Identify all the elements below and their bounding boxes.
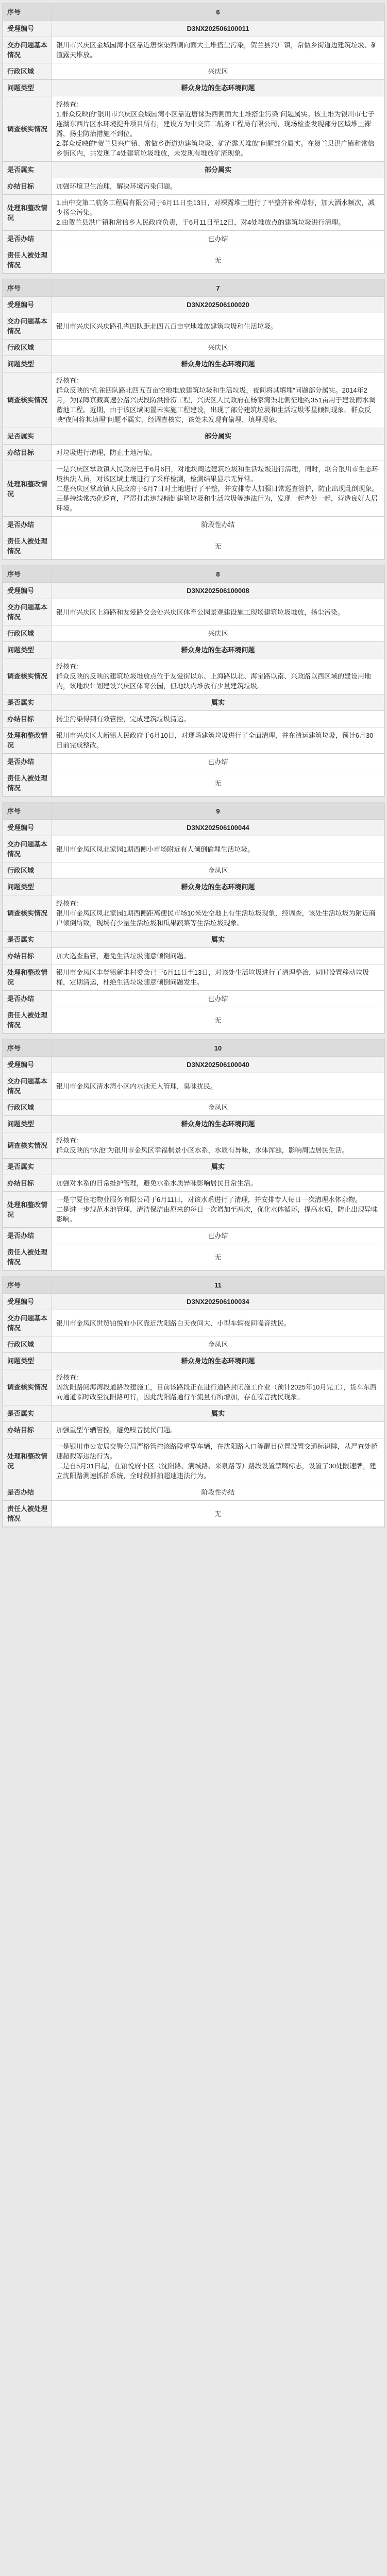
basic-label: 交办问题基本情况 xyxy=(3,37,52,63)
basic-label: 交办问题基本情况 xyxy=(3,599,52,625)
record-table xyxy=(3,1040,384,1270)
is-true-label: 是否属实 xyxy=(3,428,52,445)
is-done-value: 已办结 xyxy=(52,1228,384,1244)
target-label: 办结目标 xyxy=(3,948,52,964)
is-true-value: 属实 xyxy=(52,1159,384,1175)
account-label: 责任人被处理情况 xyxy=(3,1007,52,1033)
account-value: 无 xyxy=(52,247,384,274)
district-value: 金凤区 xyxy=(52,1336,384,1353)
record-table xyxy=(3,280,384,560)
record-card xyxy=(2,1276,385,1528)
target-label: 办结目标 xyxy=(3,1175,52,1192)
handling-label: 处理和整改情况 xyxy=(3,964,52,991)
target-value: 加大巡查监管，避免生活垃圾随意倾倒问题。 xyxy=(52,948,384,964)
account-label: 责任人被处理情况 xyxy=(3,533,52,560)
handling-value: 银川市金凤区丰登镇新丰村委会已于6月11日至13日，对该处生活垃圾进行了清理整治，同时设置移动垃圾桶，定期清运，杜绝生活垃圾随意倾倒问题发生。 xyxy=(52,964,384,991)
is-true-label: 是否属实 xyxy=(3,931,52,948)
district-label: 行政区域 xyxy=(3,625,52,642)
seq-value: 10 xyxy=(52,1040,384,1057)
record-table xyxy=(3,803,384,1033)
district-label: 行政区域 xyxy=(3,340,52,356)
type-label: 问题类型 xyxy=(3,80,52,96)
handling-label: 处理和整改情况 xyxy=(3,1192,52,1228)
is-true-value: 属实 xyxy=(52,931,384,948)
handling-value: 1.由中交第二航务工程局有限公司于6月11日至13日，对裸露堆土进行了平整并补种草籽，加大洒水频次，减少扬尘污染。 2.由贺兰县洪广镇和常信乡人民政府负责，于6月11日至12日，对4处堆放点的建筑垃圾进行清理。 xyxy=(52,195,384,231)
handling-value: 一是银川市公安局交警分局严格管控该路段重型车辆，在沈阳路入口等醒目位置设置交通标识牌，从严查处超速超载等违法行为。 二是自5月31日起，在铂悦府小区（沈阳路、满城路、来泉路等）路段设置禁鸣标志，设置了30处限速牌，建立沈阳路测速抓拍系统，全时段抓拍超速违法行为。 xyxy=(52,1438,384,1484)
type-value: 群众身边的生态环境问题 xyxy=(52,356,384,372)
district-value: 金凤区 xyxy=(52,862,384,879)
verify-value: 经核查： 群众反映的“孔雀四队路北四五百亩空地堆放建筑垃圾和生活垃圾，夜间将其填埋”问题部分属实。2014年2月，为保障京藏高速公路兴庆段防洪排涝工程，兴庆区人民政府在杨家湾渠北侧征地约351亩用于建设雨水调蓄池工程。近期，由于该区域闲置未实施工程建设，出现了部分建筑垃圾和生活垃圾零星倾倒现象。群众反映“夜间将其填埋”问题不属实，经调查核实，该处未发现有偷埋、填埋现象。 xyxy=(52,372,384,428)
type-value: 群众身边的生态环境问题 xyxy=(52,80,384,96)
handling-value: 一是兴庆区掌政镇人民政府已于6月6日，对地块周边建筑垃圾和生活垃圾进行清理，同时，联合银川市生态环境执法人员，对该区域土壤进行了采样检测，检测结果显示无异常。 二是兴庆区掌政镇人民政府于6月7日对土地进行了平整，并安排专人加强日常巡查管护，防止出现乱倒现象。 三是持续常态化巡查，严厉打击违规倾倒建筑垃圾和生活垃圾等违法行为，发现一起查处一起，营造良好人居环境。 xyxy=(52,461,384,517)
seq-label: 序号 xyxy=(3,803,52,820)
is-done-value: 已办结 xyxy=(52,231,384,247)
case-no-value: D3NX202506100034 xyxy=(52,1294,384,1310)
is-done-value: 阶段性办结 xyxy=(52,517,384,533)
target-value: 加强对水系的日常维护管理，避免水系水质异味影响居民日常生活。 xyxy=(52,1175,384,1192)
verify-value: 经核查： 因沈阳路阅海湾段道路改建施工，目前该路段正在进行道路封闭施工作业（预计2025年10月完工），货车东西向通道临时改至沈阳路可行，因此沈阳路通行车流量有所增加，存在噪音扰民现象。 xyxy=(52,1369,384,1405)
is-true-value: 属实 xyxy=(52,694,384,711)
is-done-value: 已办结 xyxy=(52,991,384,1007)
case-no-value: D3NX202506100040 xyxy=(52,1057,384,1073)
case-no-value: D3NX202506100044 xyxy=(52,820,384,836)
basic-value: 银川市兴庆区上海路和友爱路交会处兴庆区体育公园景观建设施工现场建筑垃圾堆放，扬尘污染。 xyxy=(52,599,384,625)
seq-value: 8 xyxy=(52,566,384,583)
is-true-value: 部分属实 xyxy=(52,428,384,445)
is-done-label: 是否办结 xyxy=(3,517,52,533)
is-done-label: 是否办结 xyxy=(3,754,52,770)
basic-value: 银川市兴庆区兴庆路孔雀四队距北四五百亩空地堆放建筑垃圾和生活垃圾。 xyxy=(52,313,384,340)
case-no-label: 受理编号 xyxy=(3,820,52,836)
case-no-label: 受理编号 xyxy=(3,21,52,37)
seq-value: 11 xyxy=(52,1277,384,1294)
record-card xyxy=(2,565,385,797)
verify-label: 调查核实情况 xyxy=(3,1369,52,1405)
account-value: 无 xyxy=(52,1244,384,1270)
record-table xyxy=(3,4,384,274)
is-true-label: 是否属实 xyxy=(3,1405,52,1422)
target-label: 办结目标 xyxy=(3,445,52,461)
target-value: 扬尘污染得到有效管控，完成建筑垃圾清运。 xyxy=(52,711,384,727)
case-no-label: 受理编号 xyxy=(3,583,52,599)
handling-label: 处理和整改情况 xyxy=(3,727,52,754)
account-value: 无 xyxy=(52,1007,384,1033)
verify-label: 调查核实情况 xyxy=(3,1132,52,1159)
verify-value: 经核查： 群众反映的“水池”为银川市金凤区幸福桐景小区水系，水质有异味，水体浑浊，影响周边居民生活。 xyxy=(52,1132,384,1159)
type-value: 群众身边的生态环境问题 xyxy=(52,1116,384,1132)
case-no-value: D3NX202506100020 xyxy=(52,297,384,313)
record-card xyxy=(2,802,385,1034)
seq-value: 7 xyxy=(52,280,384,297)
target-value: 对垃圾进行清理，防止土地污染。 xyxy=(52,445,384,461)
handling-value: 银川市兴庆区大新镇人民政府于6月10日，对现场建筑垃圾进行了全面清理，并在清运建筑垃圾，预计6月30日前完成整改。 xyxy=(52,727,384,754)
target-label: 办结目标 xyxy=(3,178,52,195)
account-value: 无 xyxy=(52,770,384,796)
record-table xyxy=(3,566,384,796)
handling-value: 一是宁夏住宅物业服务有限公司于6月11日，对该水系进行了清理，并安排专人每日一次清理水体杂物。 二是进一步规范水池管理，清洁保洁由原来的每日一次增加至两次，优化水体循环，提高水质，防止出现异味影响。 xyxy=(52,1192,384,1228)
account-value: 无 xyxy=(52,533,384,560)
verify-label: 调查核实情况 xyxy=(3,372,52,428)
account-label: 责任人被处理情况 xyxy=(3,1244,52,1270)
record-table xyxy=(3,1277,384,1527)
type-label: 问题类型 xyxy=(3,356,52,372)
type-label: 问题类型 xyxy=(3,879,52,895)
is-done-label: 是否办结 xyxy=(3,231,52,247)
district-label: 行政区域 xyxy=(3,1099,52,1116)
basic-value: 银川市金凤区世贸铂悦府小区靠近沈阳路白天夜间大、小型车辆夜间噪音扰民。 xyxy=(52,1310,384,1336)
basic-value: 银川市兴庆区金城园湾小区靠近唐徕渠西侧向面大土堆搭尘污染，贺兰县兴广镇，常做乡街道边建筑垃圾、矿渣露天堆放。 xyxy=(52,37,384,63)
case-no-value: D3NX202506100011 xyxy=(52,21,384,37)
type-value: 群众身边的生态环境问题 xyxy=(52,642,384,658)
type-value: 群众身边的生态环境问题 xyxy=(52,879,384,895)
seq-label: 序号 xyxy=(3,1277,52,1294)
basic-label: 交办问题基本情况 xyxy=(3,1073,52,1099)
type-value: 群众身边的生态环境问题 xyxy=(52,1353,384,1369)
type-label: 问题类型 xyxy=(3,1353,52,1369)
case-no-label: 受理编号 xyxy=(3,1057,52,1073)
is-done-label: 是否办结 xyxy=(3,1484,52,1501)
type-label: 问题类型 xyxy=(3,642,52,658)
seq-value: 6 xyxy=(52,4,384,21)
case-no-value: D3NX202506100008 xyxy=(52,583,384,599)
is-true-value: 部分属实 xyxy=(52,162,384,178)
record-card xyxy=(2,279,385,560)
record-card xyxy=(2,3,385,274)
district-label: 行政区域 xyxy=(3,1336,52,1353)
verify-label: 调查核实情况 xyxy=(3,895,52,931)
account-label: 责任人被处理情况 xyxy=(3,1501,52,1527)
basic-label: 交办问题基本情况 xyxy=(3,313,52,340)
account-value: 无 xyxy=(52,1501,384,1527)
district-value: 兴庆区 xyxy=(52,63,384,80)
seq-label: 序号 xyxy=(3,566,52,583)
is-true-label: 是否属实 xyxy=(3,1159,52,1175)
basic-label: 交办问题基本情况 xyxy=(3,1310,52,1336)
target-label: 办结目标 xyxy=(3,711,52,727)
is-true-value: 属实 xyxy=(52,1405,384,1422)
verify-value: 经核查： 群众反映的反映的建筑垃圾堆放点位于友爱街以东、上海路以北、海宝路以南、兴政路以西区域的建设用地内，该地块计划建设兴庆区体育公园，但地块内堆放有少量建筑垃圾。 xyxy=(52,658,384,694)
seq-value: 9 xyxy=(52,803,384,820)
district-value: 兴庆区 xyxy=(52,625,384,642)
account-label: 责任人被处理情况 xyxy=(3,770,52,796)
handling-label: 处理和整改情况 xyxy=(3,1438,52,1484)
is-done-value: 阶段性办结 xyxy=(52,1484,384,1501)
district-value: 金凤区 xyxy=(52,1099,384,1116)
handling-label: 处理和整改情况 xyxy=(3,461,52,517)
verify-label: 调查核实情况 xyxy=(3,658,52,694)
case-no-label: 受理编号 xyxy=(3,297,52,313)
basic-value: 银川市金凤区清水湾小区内水池无人管理，臭味扰民。 xyxy=(52,1073,384,1099)
is-true-label: 是否属实 xyxy=(3,694,52,711)
basic-label: 交办问题基本情况 xyxy=(3,836,52,862)
type-label: 问题类型 xyxy=(3,1116,52,1132)
basic-value: 银川市金凤区凤北家园1期西侧小市场附近有人倾倒偷埋生活垃圾。 xyxy=(52,836,384,862)
account-label: 责任人被处理情况 xyxy=(3,247,52,274)
verify-label: 调查核实情况 xyxy=(3,96,52,162)
target-value: 加强环境卫生治理，解决环境污染问题。 xyxy=(52,178,384,195)
seq-label: 序号 xyxy=(3,1040,52,1057)
is-done-value: 已办结 xyxy=(52,754,384,770)
district-label: 行政区域 xyxy=(3,862,52,879)
is-done-label: 是否办结 xyxy=(3,1228,52,1244)
is-done-label: 是否办结 xyxy=(3,991,52,1007)
seq-label: 序号 xyxy=(3,280,52,297)
target-label: 办结目标 xyxy=(3,1422,52,1438)
is-true-label: 是否属实 xyxy=(3,162,52,178)
district-value: 兴庆区 xyxy=(52,340,384,356)
verify-value: 经核查： 银川市金凤区凤北家园1期西侧距离便民市场10米处空地上有生活垃圾现象，经调查，该处生活垃圾为附近商户倾倒所致，现场有少量生活垃圾和瓜果蔬菜等生活垃圾现象。 xyxy=(52,895,384,931)
record-card xyxy=(2,1039,385,1271)
seq-label: 序号 xyxy=(3,4,52,21)
handling-label: 处理和整改情况 xyxy=(3,195,52,231)
district-label: 行政区域 xyxy=(3,63,52,80)
case-no-label: 受理编号 xyxy=(3,1294,52,1310)
verify-value: 经核查： 1.群众反映的“银川市兴庆区金城园湾小区靠近唐徕渠西侧面大土堆搭尘污染”问题属实。该土堆为银川市七子连湖东西片区水环境提升项目所有，建设方为中交第二航务工程局有限公司，现场检查发现部分区域堆土裸露，扬尘防治措施不到位。 2.群众反映的“贺兰县兴广镇、常做乡街道边建筑垃圾、矿渣露天堆放”问题部分属实。在贺兰县洪广镇和常信乡街区内，共发现了4处建筑垃圾堆放，未发现有堆放矿渣现象。 xyxy=(52,96,384,162)
target-value: 加强重型车辆管控，避免噪音扰民问题。 xyxy=(52,1422,384,1438)
